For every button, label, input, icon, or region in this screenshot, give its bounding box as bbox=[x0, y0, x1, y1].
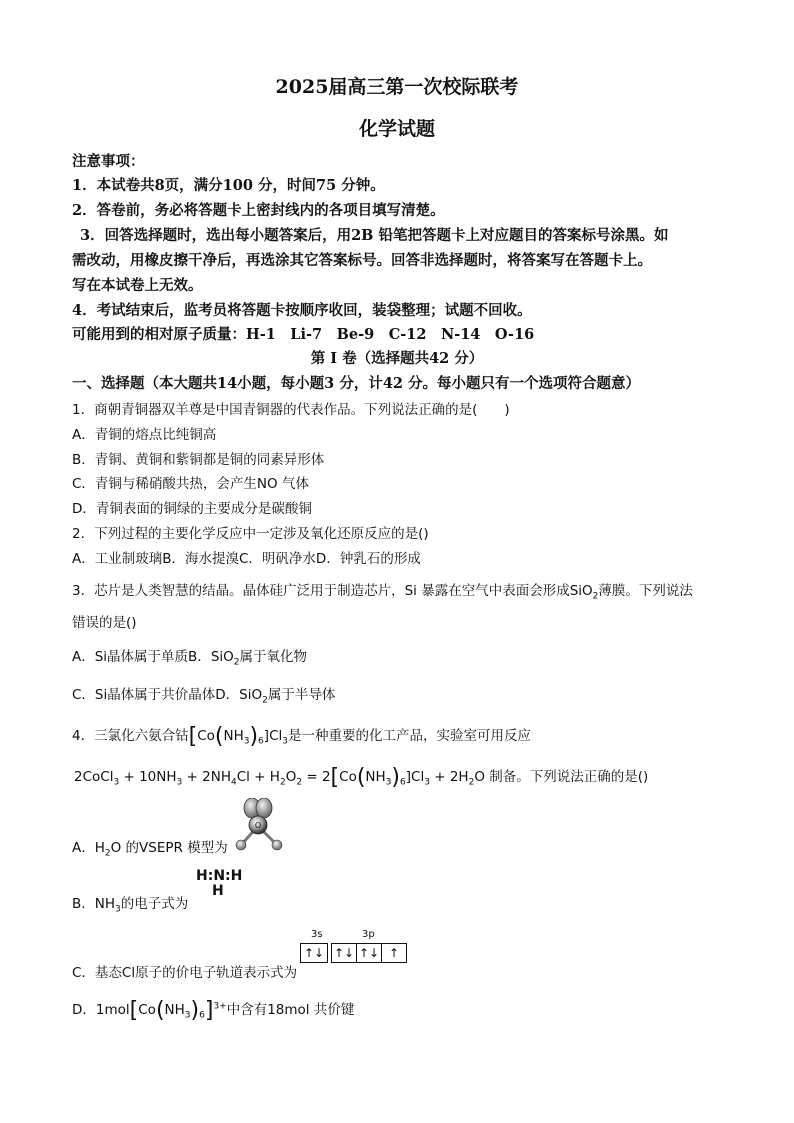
eq-cl3: Cl bbox=[411, 769, 425, 785]
q1-option-a: A．青铜的熔点比纯铜高 bbox=[72, 427, 217, 443]
q2-options: A．工业制玻璃B．海水提溴C．明矾净水D．钟乳石的形成 bbox=[72, 551, 421, 567]
eq-sub3b: 3 bbox=[176, 777, 183, 788]
eq-nh4: + 2NH bbox=[182, 769, 231, 785]
d-paren-open: ( bbox=[155, 998, 165, 1023]
q4-a-part-b: O 的VSEPR 模型为 bbox=[110, 840, 228, 856]
d-co: Co bbox=[138, 1002, 156, 1018]
eq-cl-h: Cl + H bbox=[236, 769, 280, 785]
q1-option-b: B．青铜、黄铜和紫铜都是铜的同素异形体 bbox=[72, 452, 325, 468]
eq-paren-open: ( bbox=[356, 765, 366, 790]
notice-item-4: 4．考试结束后，监考员将答题卡按顺序收回，装袋整理；试题不回收。 bbox=[72, 302, 532, 319]
q4-d-part-b: 中含有18mol 共价键 bbox=[226, 1002, 355, 1018]
hydrogen-atom-left bbox=[236, 840, 246, 850]
q4-sub3b: 3 bbox=[282, 736, 288, 747]
orbital-cell-3p-1: ↑↓ bbox=[332, 944, 357, 962]
q2-stem: 2．下列过程的主要化学反应中一定涉及氧化还原反应的是() bbox=[72, 526, 429, 542]
atomic-mass-line: 可能用到的相对原子质量：H-1 Li-7 Be-9 C-12 N-14 O-16 bbox=[72, 326, 535, 343]
q3-stem-part-a: 3．芯片是人类智慧的结晶。晶体硅广泛用于制造芯片，Si 暴露在空气中表面会形成SiO bbox=[72, 583, 593, 599]
eq-sub2b: 2 bbox=[296, 777, 303, 788]
q4-bracket-close: ] bbox=[263, 728, 270, 744]
oxygen-label: O bbox=[254, 821, 262, 830]
eq-bracket-close: ] bbox=[405, 769, 412, 785]
eq-bracket-open: [ bbox=[330, 765, 340, 790]
q3-stem-part-b: 薄膜。下列说法 bbox=[598, 583, 693, 599]
q3-stem-line2: 错误的是() bbox=[72, 615, 137, 631]
notice-item-3-line2: 需改动，用橡皮擦干净后，再选涂其它答案标号。回答非选择题时，将答案写在答题卡上。 bbox=[72, 252, 652, 269]
q4-sub6: 6 bbox=[258, 736, 264, 747]
q4-d-part-a: D．1mol bbox=[72, 1002, 130, 1018]
q1-option-d: D．青铜表面的铜绿的主要成分是碳酸铜 bbox=[72, 501, 312, 517]
q4-cl: Cl bbox=[269, 728, 283, 744]
q1-stem: 1．商朝青铜器双羊尊是中国青铜器的代表作品。下列说法正确的是( ) bbox=[72, 402, 510, 418]
notice-item-3-line3: 写在本试卷上无效。 bbox=[72, 277, 203, 294]
q4-a-part-a: A．H bbox=[72, 840, 105, 856]
eq-cocl: 2CoCl bbox=[74, 769, 114, 785]
q4-a-sub: 2 bbox=[104, 848, 111, 859]
notice-item-2: 2．答卷前，务必将答题卡上密封线内的各项目填写清楚。 bbox=[72, 202, 445, 219]
q3-subscript: 2 bbox=[592, 591, 599, 602]
paren-close: ) bbox=[249, 724, 259, 749]
lewis-structure-bottom: H bbox=[212, 883, 224, 899]
orbital-box-3s bbox=[300, 943, 328, 963]
eq-co: Co bbox=[339, 769, 357, 785]
d-sub6: 6 bbox=[199, 1010, 205, 1021]
q3-ab-part-a: A．Si晶体属于单质B．SiO bbox=[72, 649, 234, 665]
q3-options-cd bbox=[72, 683, 335, 706]
q3-ab-part-b: 属于氧化物 bbox=[239, 649, 307, 665]
q4-nh: NH bbox=[223, 728, 244, 744]
q4-stem-part-a: 4．三氯化六氨合钴 bbox=[72, 728, 189, 744]
d-bracket-open: [ bbox=[129, 998, 139, 1023]
d-sub3: 3 bbox=[184, 1010, 191, 1021]
q4-b-sub: 3 bbox=[115, 904, 121, 915]
d-bracket-close: ] bbox=[204, 998, 214, 1023]
eq-nh: NH bbox=[365, 769, 386, 785]
d-charge: 3+ bbox=[213, 1001, 227, 1012]
q1-option-c: C．青铜与稀硝酸共热，会产生NO 气体 bbox=[72, 476, 309, 492]
q4-b-part-b: 的电子式为 bbox=[120, 896, 189, 912]
q3-stem bbox=[72, 579, 693, 602]
q3-cd-sub: 2 bbox=[262, 695, 268, 706]
exam-title: 2025届高三第一次校际联考 bbox=[275, 76, 519, 98]
eq-sub3d: 3 bbox=[424, 777, 430, 788]
d-paren-close: ) bbox=[190, 998, 200, 1023]
orbital-cell-3s: ↑↓ bbox=[303, 946, 325, 960]
eq-sub2a: 2 bbox=[279, 777, 286, 788]
q4-stem-part-c: 是一种重要的化工产品，实验室可用反应 bbox=[287, 728, 531, 744]
eq-sub6: 6 bbox=[400, 777, 406, 788]
q3-ab-sub: 2 bbox=[233, 657, 240, 668]
bracket-open: [ bbox=[188, 724, 198, 749]
q3-cd-part-a: C．Si晶体属于共价晶体D．SiO bbox=[72, 687, 263, 703]
q4-co: Co bbox=[197, 728, 215, 744]
notice-heading: 注意事项： bbox=[72, 153, 145, 170]
notice-item-1: 1．本试卷共8页，满分100 分，时间75 分钟。 bbox=[72, 177, 385, 194]
eq-plus-2h: + 2H bbox=[429, 769, 469, 785]
q4-option-c: C．基态Cl原子的价电子轨道表示式为 bbox=[72, 965, 298, 981]
orbital-box-3p bbox=[331, 943, 407, 963]
q4-equation bbox=[74, 765, 648, 790]
eq-sub2c: 2 bbox=[468, 777, 475, 788]
q3-options-ab bbox=[72, 645, 307, 668]
q4-option-d bbox=[72, 998, 354, 1023]
q4-b-part-a: B．NH bbox=[72, 896, 116, 912]
notice-item-3-line1: 3．回答选择题时，选出每小题答案后，用2B 铅笔把答题卡上对应题目的答案标号涂黑。如 bbox=[80, 227, 669, 244]
exam-subtitle: 化学试题 bbox=[358, 118, 435, 140]
orbital-3p-label: 3p bbox=[362, 929, 375, 940]
q4-option-b bbox=[72, 892, 188, 915]
lewis-structure-top: H:N:H bbox=[196, 868, 243, 884]
section-heading: 一、选择题（本大题共14小题，每小题3 分，计42 分。每小题只有一个选项符合题意） bbox=[72, 375, 641, 392]
eq-sub3a: 3 bbox=[113, 777, 120, 788]
orbital-cell-3p-2: ↑↓ bbox=[357, 944, 382, 962]
q4-sub3: 3 bbox=[243, 736, 250, 747]
q3-cd-part-b: 属于半导体 bbox=[267, 687, 336, 703]
eq-nh3: + 10NH bbox=[119, 769, 177, 785]
orbital-cell-3p-3: ↑ bbox=[388, 946, 400, 960]
q4-option-a bbox=[72, 836, 228, 859]
q4-stem bbox=[72, 724, 531, 749]
vsepr-model-image bbox=[232, 798, 284, 852]
eq-paren-close: ) bbox=[391, 765, 400, 790]
hydrogen-atom-right bbox=[272, 840, 282, 850]
eq-equals: = 2 bbox=[302, 769, 331, 785]
section-title: 第 I 卷（选择题共42 分） bbox=[310, 350, 484, 367]
paren-open: ( bbox=[214, 724, 224, 749]
d-nh: NH bbox=[164, 1002, 185, 1018]
eq-o: O bbox=[285, 769, 297, 785]
eq-sub4: 4 bbox=[230, 777, 237, 788]
lone-pair-lobe-right bbox=[256, 798, 272, 818]
orbital-3s-label: 3s bbox=[311, 929, 323, 940]
eq-tail: O 制备。下列说法正确的是() bbox=[474, 769, 649, 785]
eq-sub3c: 3 bbox=[385, 777, 392, 788]
